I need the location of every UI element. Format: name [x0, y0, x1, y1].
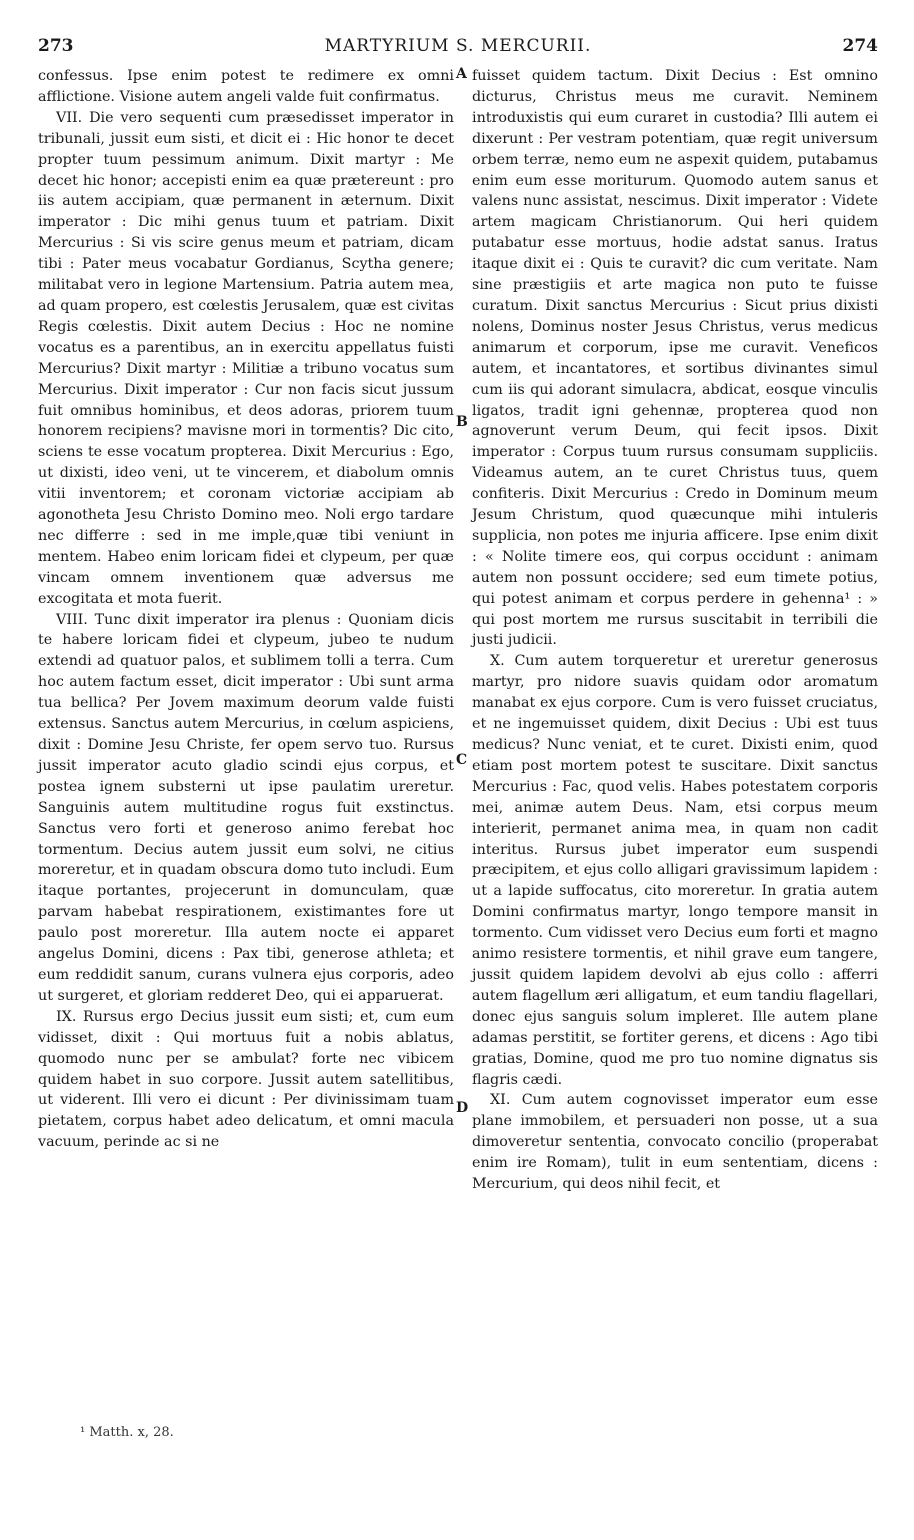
margin-marker-b: B: [456, 414, 468, 430]
running-title: MARTYRIUM S. MERCURII.: [324, 36, 592, 56]
margin-marker-a: A: [456, 66, 467, 82]
paragraph-ix: IX. Rursus ergo Decius jussit eum sisti; et, cum eum vidisset, dixit : Qui mortuus fuit a nobis ablatus, quomodo nunc per se ambulat? forte nec vibicem quidem habet in suo corpore. Jussit autem satellitibus, ut viderent. Illi vero ei dicunt : Per divinissimam tuam pietatem, corpus habet adeo delicatum, et omni macula vacuum, perinde ac si ne: [38, 1008, 454, 1151]
page-number-left: 273: [38, 36, 74, 56]
paragraph-viii: VIII. Tunc dixit imperator ira plenus : Quoniam dicis te habere loricam fidei et clypeum, jubeo te nudum extendi ad quatuor palos, et sublimem tolli a terra. Cum hoc autem factum esset, dicit imperator : Ubi sunt arma tua bellica? Per Jovem maximum deorum valde fuisti extensus. Sanctus autem Mercurius, in cœlum aspiciens, dixit : Domine Jesu Christe, fer opem servo tuo. Rursus jussit imperator acuto gladio scindi ejus corpus, et postea ignem substerni ut ipse paulatim ureretur. Sanguinis autem multitudine rogus fuit exstinctus. Sanctus vero forti et generoso animo ferebat hoc tormentum. Decius autem jussit eum solvi, ne citius moreretur, et in quadam obscura domo tuto includi. Eum itaque portantes, projecerunt in domunculam, quæ parvam habebat respirationem, existimantes fore ut paulo post moreretur. Illa autem nocte ei apparet angelus Domini, dicens : Pax tibi, generose athleta; et eum reddidit sanum, curans vulnera ejus corporis, adeo ut surgeret, et gloriam redderet Deo, qui ei apparuerat.: [38, 611, 454, 1004]
page-header: [38, 36, 878, 62]
paragraph-xi: XI. Cum autem cognovisset imperator eum esse plane immobilem, et persuaderi non posse, ut a sua dimoveretur sententia, convocato concilio (properabat enim ire Romam), tulit in eum sententiam, dicens : Mercurium, qui deos nihil fecit, et: [472, 1092, 878, 1193]
paragraph-vii: VII. Die vero sequenti cum præsedisset imperator in tribunali, jussit eum sisti, et dicit ei : Hic honor te decet propter tuum pessimum animum. Dixit martyr : Me decet hic honor; accepisti enim ea quæ prætereunt : pro iis autem accipiam, quæ permanent in æternum. Dixit imperator : Dic mihi genus tuum et patriam. Dixit Mercurius : Si vis scire genus meum et patriam, dicam tibi : Pater meus vocabatur Gordianus, Scytha genere; militabat vero in legione Martensium. Patria autem mea, ad quam propero, est cœlestis Jerusalem, quæ est civitas Regis cœlestis. Dixit autem Decius : Hoc ne nomine vocatus es a parentibus, an in exercitu appellatus fuisti Mercurius? Dixit martyr : Militiæ a tribuno vocatus sum Mercurius. Dixit imperator : Cur non facis sicut jussum fuit omnibus hominibus, et deos adoras, priorem tuum honorem recipiens? mavisne mori in tormentis? Dic cito, sciens te esse vocatum propterea. Dixit Mercurius : Ego, ut dixisti, ideo veni, ut te vincerem, et diabolum omnis vitii inventorem; et coronam victoriæ accipiam ab agonotheta Jesu Christo Domino meo. Noli ergo tardare nec differre : sed in me imple,quæ tibi veniunt in mentem. Habeo enim loricam fidei et clypeum, per quæ vincam omnem inventionem quæ adversus me excogitata et mota fuerit.: [38, 109, 454, 607]
left-column: [38, 66, 454, 1153]
right-column: [472, 66, 878, 1195]
margin-marker-d: D: [456, 1100, 469, 1116]
paragraph-continuation-right: fuisset quidem tactum. Dixit Decius : Est omnino dicturus, Christus meus me curavit. Neminem introduxistis qui eum curaret in custodia? Illi autem ei dixerunt : Per vestram potentiam, quæ regit universum orbem terræ, nemo eum ne aspexit quidem, putabamus enim eum esse moriturum. Quomodo autem sanus et valens nunc assistat, nescimus. Dixit imperator : Videte artem magicam Christianorum. Qui heri quidem putabatur esse mortuus, hodie adstat sanus. Iratus itaque dixit ei : Quis te curavit? dic cum veritate. Nam sine præstigiis et arte magica non puto te fuisse curatum. Dixit sanctus Mercurius : Sicut prius dixisti nolens, Dominus noster Jesus Christus, verus medicus animarum et corporum, ipse me curavit. Veneficos autem, et incantatores, et sortibus divinantes simul cum iis qui adorant simulacra, abdicat, eosque vinculis ligatos, tradit igni gehennæ, propterea quod non agnoverunt verum Deum, qui fecit ipsos. Dixit imperator : Corpus tuum rursus consumam suppliciis. Videamus autem, an te curet Christus tuus, quem confiteris. Dixit Mercurius : Credo in Dominum meum Jesum Christum, quod quæcunque mihi intuleris supplicia, non potes me injuria afficere. Ipse enim dixit : « Nolite timere eos, qui corpus occidunt : animam autem non possunt occidere; sed eum timete potius, qui potest animam et corpus perdere in gehenna¹ : » qui post mortem me rursus suscitabit in terribili die justi judicii.: [472, 68, 878, 649]
footnote: ¹ Matth. x, 28.: [80, 1425, 174, 1440]
page-number-right: 274: [842, 36, 878, 56]
margin-marker-c: C: [456, 752, 468, 768]
paragraph-x: X. Cum autem torqueretur et ureretur generosus martyr, pro nidore suavis quidam odor aromatum manabat ex ejus corpore. Cum is vero fuisset cruciatus, et ne ingemuisset quidem, dixit Decius : Ubi est tuus medicus? Nunc veniat, et te curet. Dixisti enim, quod etiam post mortem potest te suscitare. Dixit sanctus Mercurius : Fac, quod velis. Habes potestatem corporis mei, animæ autem Deus. Nam, etsi corpus meum interierit, permanet anima mea, in quam non cadit interitus. Rursus jubet imperator eum suspendi præcipitem, et ejus collo alligari gravissimum lapidem : ut a lapide suffocatus, cito moreretur. In gratia autem Domini confirmatus martyr, longo tempore mansit in tormento. Cum vidisset vero Decius eum forti et magno animo resistere tormentis, et nihil grave eum tangere, jussit quidem lapidem devolvi ab ejus collo : afferri autem flagellum æri alligatum, et eum tandiu flagellari, donec ejus sanguis solum impleret. Ille autem plane adamas perstitit, se fortiter gerens, et dicens : Ago tibi gratias, Domine, quod me pro tuo nomine dignatus sis flagris cædi.: [472, 653, 878, 1088]
paragraph-continuation: confessus. Ipse enim potest te redimere ex omni afflictione. Visione autem angeli valde fuit confirmatus.: [38, 68, 454, 105]
